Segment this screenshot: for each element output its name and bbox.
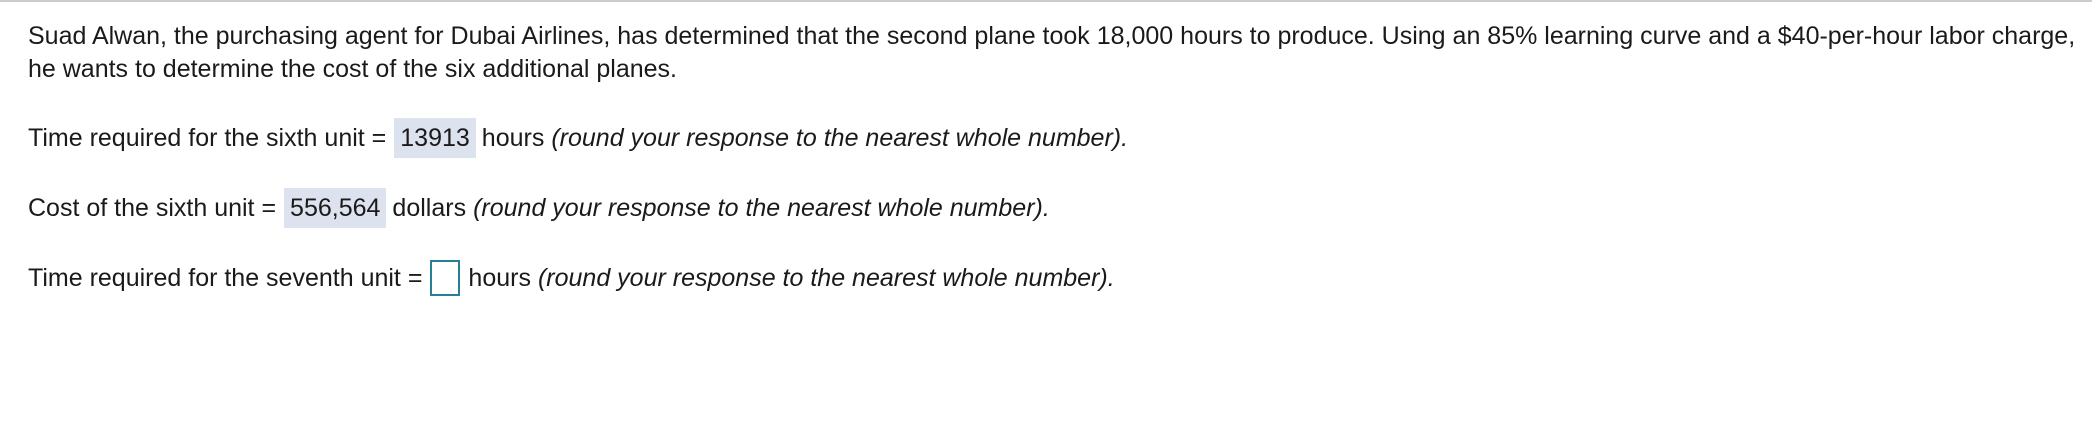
question-label: Time required for the seventh unit =: [28, 263, 423, 292]
unit-label: hours: [481, 123, 545, 152]
question-sixth-unit-time: [28, 117, 2084, 159]
question-label: Cost of the sixth unit =: [28, 193, 277, 222]
answer-sixth-unit-time[interactable]: 13913: [394, 118, 476, 158]
problem-statement: Suad Alwan, the purchasing agent for Dubai Airlines, has determined that the second plane took 18,000 hours to produce. Using an 85% learning curve and a $40-per-hour labor charge, he wants to determine the cost of the six additional planes.: [28, 22, 2076, 83]
answer-sixth-unit-cost[interactable]: 556,564: [284, 188, 386, 228]
rounding-hint: (round your response to the nearest whole number).: [551, 123, 1129, 152]
rounding-hint: (round your response to the nearest whole number).: [537, 263, 1115, 292]
unit-label: dollars: [392, 193, 467, 222]
answer-input-seventh-unit-time[interactable]: [430, 260, 460, 296]
top-divider: [0, 0, 2092, 2]
unit-label: hours: [468, 263, 531, 292]
question-seventh-unit-time: [28, 257, 2084, 299]
question-label: Time required for the sixth unit =: [28, 123, 387, 152]
question-content: [28, 20, 2084, 299]
question-sixth-unit-cost: [28, 187, 2084, 229]
rounding-hint: (round your response to the nearest whole number).: [473, 193, 1050, 222]
